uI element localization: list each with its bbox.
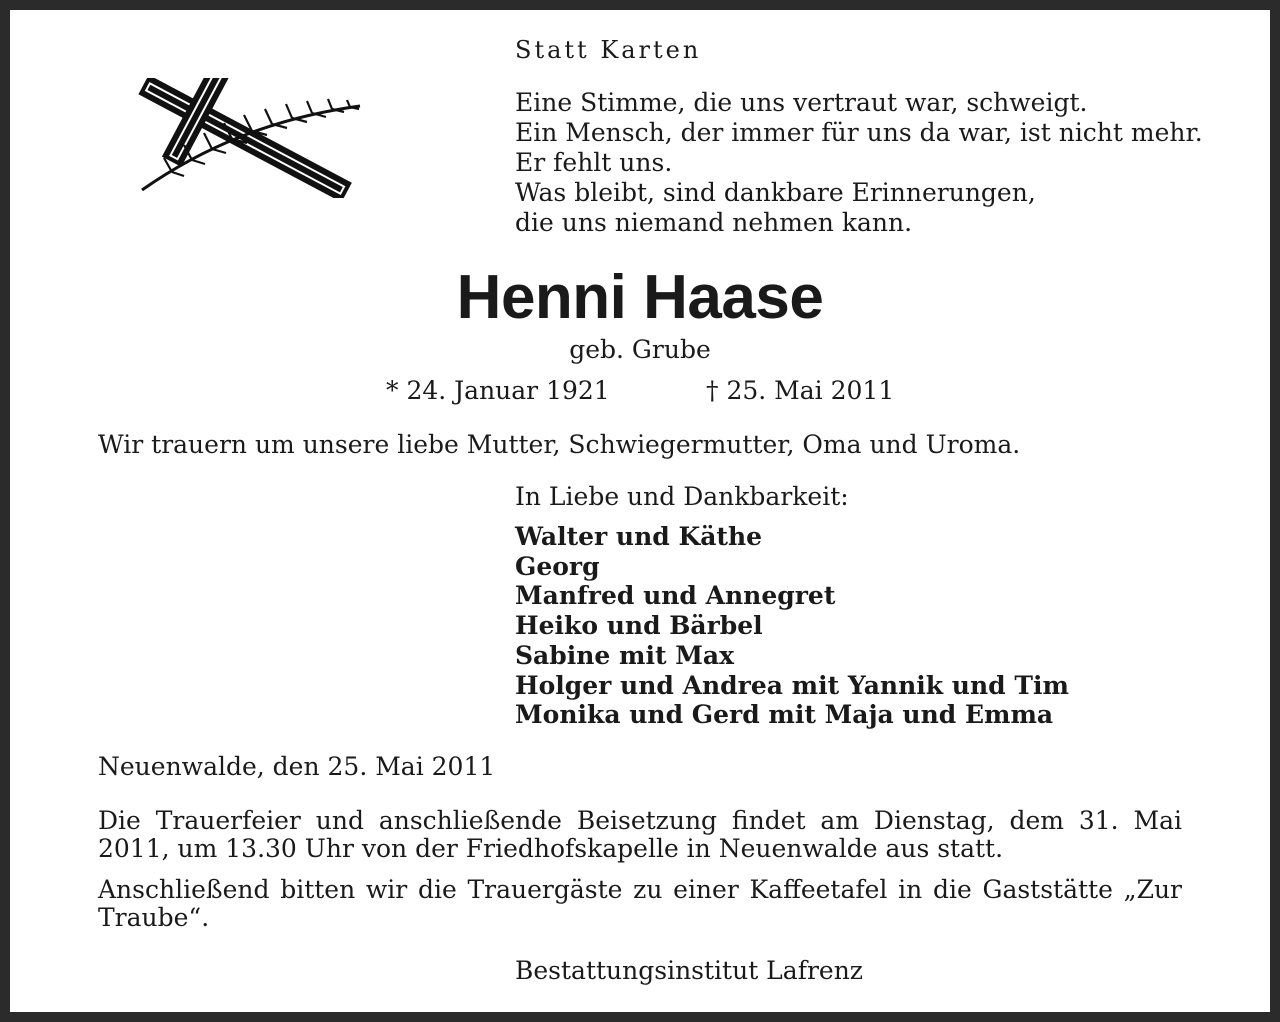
deceased-name: Henni Haase (456, 263, 824, 332)
family-list (515, 522, 1069, 730)
cross-with-palm-branch-icon (122, 78, 362, 198)
family-member: Sabine mit Max (515, 640, 734, 670)
family-member: Manfred und Annegret (515, 581, 836, 611)
family-member: Heiko und Bärbel (515, 611, 763, 641)
funeral-home: Bestattungsinstitut Lafrenz (515, 956, 863, 985)
death-date: † 25. Mai 2011 (706, 376, 895, 405)
family-member: Monika und Gerd mit Maja und Emma (515, 700, 1054, 730)
poem-line: Er fehlt uns. (515, 148, 673, 177)
gratitude-line: In Liebe und Dankbarkeit: (515, 482, 849, 511)
birth-date: * 24. Januar 1921 (386, 376, 610, 405)
statt-karten-heading: Statt Karten (515, 36, 702, 64)
place-and-date: Neuenwalde, den 25. Mai 2011 (98, 752, 496, 781)
poem-line: die uns niemand nehmen kann. (515, 208, 913, 237)
funeral-notice: Die Trauerfeier und anschließende Beisetzung findet am Dienstag, dem 31. Mai 2011, um 13.30 Uhr von der Friedhofskapelle in Neuenwalde aus statt. (98, 806, 1182, 863)
poem-line: Eine Stimme, die uns vertraut war, schweigt. (515, 88, 1088, 117)
obituary-notice (10, 10, 1270, 1012)
family-member: Georg (515, 551, 600, 581)
poem-line: Was bleibt, sind dankbare Erinnerungen, (515, 178, 1036, 207)
maiden-name: geb. Grube (569, 335, 711, 364)
poem-line: Ein Mensch, der immer für uns da war, ist nicht mehr. (515, 118, 1203, 147)
reception-notice: Anschließend bitten wir die Trauergäste zu einer Kaffeetafel in die Gaststätte „Zur Traube“. (98, 875, 1182, 932)
family-member: Holger und Andrea mit Yannik und Tim (515, 670, 1069, 700)
family-member: Walter und Käthe (515, 522, 763, 551)
mourning-line: Wir trauern um unsere liebe Mutter, Schwiegermutter, Oma und Uroma. (98, 430, 1021, 459)
poem (515, 88, 1203, 238)
